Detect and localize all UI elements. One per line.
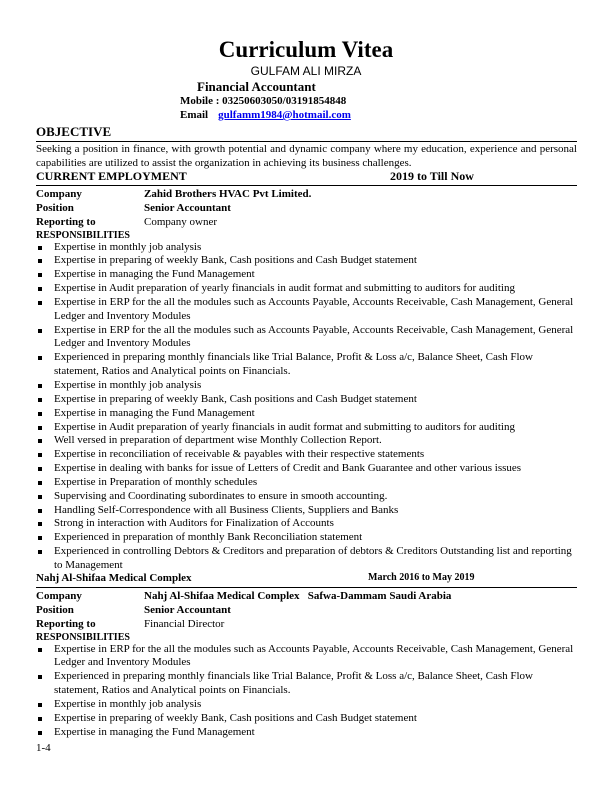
company-value: Zahid Brothers HVAC Pvt Limited. bbox=[144, 188, 312, 200]
responsibility-item: Expertise in Audit preparation of yearly financials in audit format and submitting to auditors for auditing bbox=[36, 282, 577, 296]
company-row bbox=[36, 590, 577, 604]
position-label: Position bbox=[36, 603, 74, 616]
position-row bbox=[36, 202, 577, 216]
responsibility-item: Well versed in preparation of department wise Monthly Collection Report. bbox=[36, 434, 577, 448]
position-row bbox=[36, 604, 577, 618]
responsibility-item: Expertise in managing the Fund Management bbox=[36, 268, 577, 282]
page-number: 1-4 bbox=[36, 742, 51, 754]
responsibility-item: Experienced in preparing monthly financials like Trial Balance, Profit & Loss a/c, Balance Sheet, Cash Flow statement, Ratios and Analytical points on Financials. bbox=[36, 670, 577, 698]
responsibility-item: Experienced in preparation of monthly Bank Reconciliation statement bbox=[36, 531, 577, 545]
responsibility-item: Expertise in reconciliation of receivable & payables with their respective statements bbox=[36, 448, 577, 462]
responsibility-item: Strong in interaction with Auditors for Finalization of Accounts bbox=[36, 517, 577, 531]
position-value: Senior Accountant bbox=[144, 201, 231, 214]
reporting-value: Financial Director bbox=[144, 617, 225, 630]
company-label: Company bbox=[36, 188, 82, 200]
responsibility-item: Expertise in ERP for the all the modules such as Accounts Payable, Accounts Receivable, Cash Management, General Ledger and Inventory Modules bbox=[36, 324, 577, 352]
position-label: Position bbox=[36, 201, 74, 214]
employment-period: March 2016 to May 2019 bbox=[368, 572, 475, 583]
candidate-name: GULFAM ALI MIRZA bbox=[250, 64, 362, 78]
responsibility-item: Expertise in managing the Fund Management bbox=[36, 726, 577, 740]
company-row bbox=[36, 188, 577, 202]
responsibility-item: Expertise in Preparation of monthly schedules bbox=[36, 476, 577, 490]
section-title: Nahj Al-Shifaa Medical Complex bbox=[36, 572, 192, 584]
objective-heading: OBJECTIVE bbox=[36, 124, 577, 142]
responsibilities-list bbox=[36, 241, 577, 573]
responsibilities-heading: RESPONSIBILITIES bbox=[36, 229, 130, 241]
objective-text: Seeking a position in finance, with growth potential and dynamic company where my education, experience and personal capabilities are utilized to assist the organization in achieving its business challenges. bbox=[36, 143, 577, 169]
previous-employment-section bbox=[36, 571, 577, 739]
email-link[interactable]: gulfamm1984@hotmail.com bbox=[218, 109, 351, 121]
responsibilities-heading: RESPONSIBILITIES bbox=[36, 631, 130, 643]
responsibility-item: Expertise in managing the Fund Management bbox=[36, 407, 577, 421]
current-employment-heading bbox=[36, 169, 577, 186]
employment-period: 2019 to Till Now bbox=[390, 169, 474, 183]
reporting-row bbox=[36, 216, 577, 230]
responsibility-item: Expertise in monthly job analysis bbox=[36, 698, 577, 712]
responsibility-item: Expertise in preparing of weekly Bank, Cash positions and Cash Budget statement bbox=[36, 393, 577, 407]
job-title: Financial Accountant bbox=[197, 79, 316, 94]
email-row bbox=[180, 109, 351, 123]
objective-section bbox=[36, 124, 577, 171]
responsibility-item: Handling Self-Correspondence with all Business Clients, Suppliers and Banks bbox=[36, 504, 577, 518]
current-employment-section bbox=[36, 169, 577, 573]
reporting-row bbox=[36, 618, 577, 632]
position-value: Senior Accountant bbox=[144, 603, 231, 616]
responsibility-item: Expertise in Audit preparation of yearly financials in audit format and submitting to auditors for auditing bbox=[36, 421, 577, 435]
email-label: Email bbox=[180, 109, 209, 121]
responsibility-item: Expertise in preparing of weekly Bank, Cash positions and Cash Budget statement bbox=[36, 254, 577, 268]
responsibility-item: Expertise in ERP for the all the modules such as Accounts Payable, Accounts Receivable, Cash Management, General Ledger and Inventory Modules bbox=[36, 296, 577, 324]
reporting-label: Reporting to bbox=[36, 617, 96, 630]
responsibility-item: Experienced in controlling Debtors & Creditors and preparation of debtors & Creditors Outstanding list and reporting to Management bbox=[36, 545, 577, 573]
reporting-value: Company owner bbox=[144, 215, 218, 228]
responsibilities-list bbox=[36, 643, 577, 740]
company-value: Nahj Al-Shifaa Medical Complex Safwa-Dammam Saudi Arabia bbox=[144, 590, 452, 602]
responsibility-item: Expertise in monthly job analysis bbox=[36, 379, 577, 393]
responsibility-item: Expertise in dealing with banks for issue of Letters of Credit and Bank Guarantee and other various issues bbox=[36, 462, 577, 476]
responsibility-item: Expertise in ERP for the all the modules such as Accounts Payable, Accounts Receivable, Cash Management, General Ledger and Inventory Modules bbox=[36, 643, 577, 671]
company-label: Company bbox=[36, 590, 82, 602]
responsibility-item: Experienced in preparing monthly financials like Trial Balance, Profit & Loss a/c, Balance Sheet, Cash Flow statement, Ratios and Analytical points on Financials. bbox=[36, 351, 577, 379]
document-title: Curriculum Vitea bbox=[218, 37, 394, 62]
reporting-label: Reporting to bbox=[36, 215, 96, 228]
responsibility-item: Expertise in monthly job analysis bbox=[36, 241, 577, 255]
mobile-number: Mobile : 03250603050/03191854848 bbox=[180, 95, 347, 107]
responsibility-item: Expertise in preparing of weekly Bank, Cash positions and Cash Budget statement bbox=[36, 712, 577, 726]
section-title: CURRENT EMPLOYMENT bbox=[36, 169, 187, 183]
responsibility-item: Supervising and Coordinating subordinates to ensure in smooth accounting. bbox=[36, 490, 577, 504]
previous-employment-heading bbox=[36, 571, 577, 588]
